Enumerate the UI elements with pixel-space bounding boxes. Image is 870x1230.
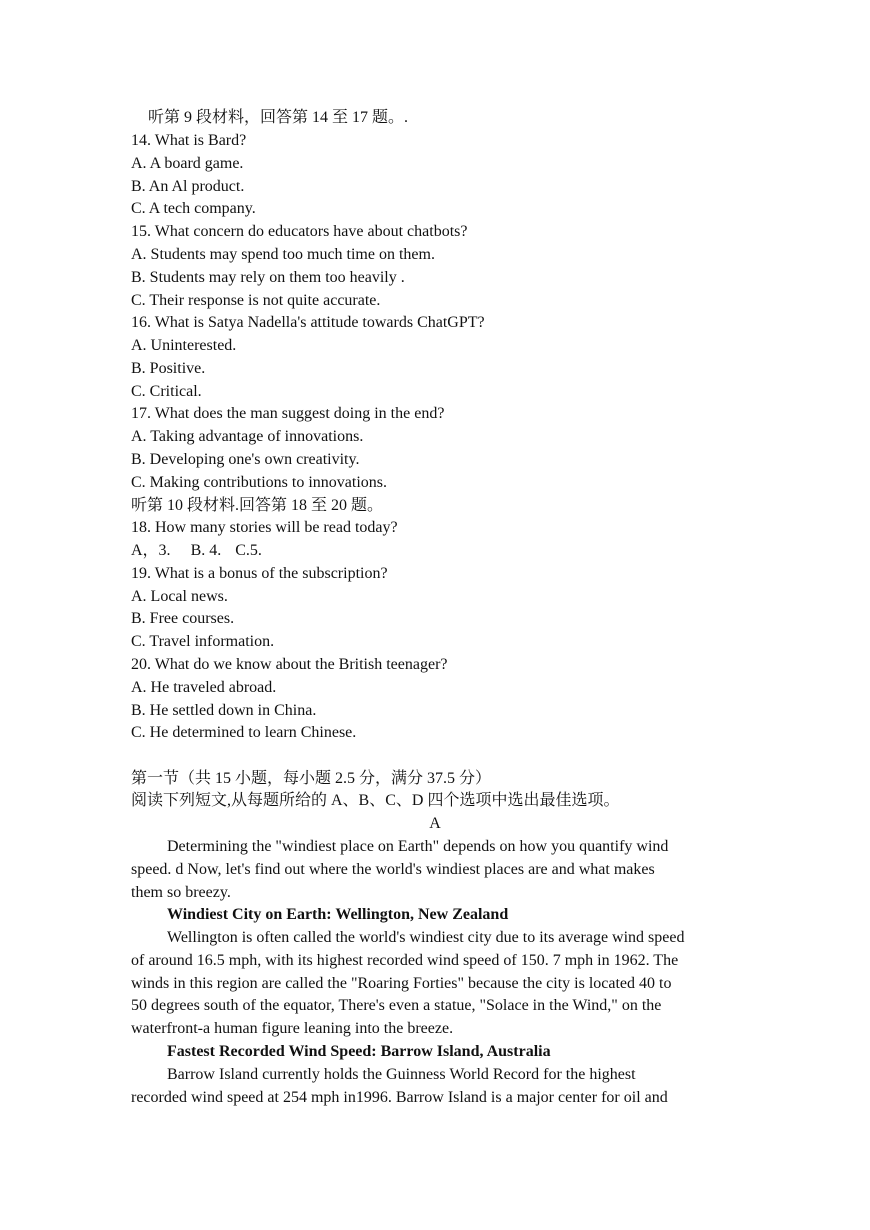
q17-option-a: A. Taking advantage of innovations. (131, 428, 364, 445)
q16-option-a: A. Uninterested. (131, 337, 237, 354)
q16-option-b: B. Positive. (131, 360, 206, 377)
para2-line: recorded wind speed at 254 mph in1996. Barrow Island is a major center for oil and (131, 1089, 668, 1106)
q18-stem: 18. How many stories will be read today? (131, 519, 398, 536)
q14-option-c: C. A tech company. (131, 200, 256, 217)
q18-option-b: B. 4. (190, 542, 222, 559)
q18-option-a: A，3. (131, 542, 171, 559)
q20-option-c: C. He determined to learn Chinese. (131, 724, 357, 741)
para1-line: 50 degrees south of the equator, There's even a statue, "Solace in the Wind," on the (131, 997, 662, 1014)
para1-line: winds in this region are called the "Roaring Forties" because the city is located 40 to (131, 975, 672, 992)
q17-stem: 17. What does the man suggest doing in the end? (131, 405, 445, 422)
q18-option-c: C.5. (235, 542, 262, 559)
q20-stem: 20. What do we know about the British teenager? (131, 656, 448, 673)
para1-line: of around 16.5 mph, with its highest recorded wind speed of 150. 7 mph in 1962. The (131, 952, 679, 969)
q19-option-c: C. Travel information. (131, 633, 275, 650)
para1-line: Wellington is often called the world's windiest city due to its average wind speed (167, 929, 685, 946)
q15-option-c: C. Their response is not quite accurate. (131, 292, 381, 309)
para2-line: Barrow Island currently holds the Guinness World Record for the highest (167, 1066, 636, 1083)
q14-stem: 14. What is Bard? (131, 132, 247, 149)
q14-option-a: A. A board game. (131, 155, 244, 172)
passage-label: A (429, 815, 441, 832)
q19-option-a: A. Local news. (131, 588, 228, 605)
q16-option-c: C. Critical. (131, 383, 202, 400)
q20-option-b: B. He settled down in China. (131, 702, 317, 719)
intro-line: Determining the "windiest place on Earth" depends on how you quantify wind (167, 838, 669, 855)
q17-option-c: C. Making contributions to innovations. (131, 474, 387, 491)
section-heading-wellington: Windiest City on Earth: Wellington, New Zealand (167, 906, 509, 923)
reading-instructions: 阅读下列短文,从每题所给的 A、B、C、D 四个选项中选出最佳选项。 (131, 792, 620, 809)
para1-line: waterfront-a human figure leaning into the breeze. (131, 1020, 454, 1037)
q16-stem: 16. What is Satya Nadella's attitude towards ChatGPT? (131, 314, 485, 331)
section-heading-barrow: Fastest Recorded Wind Speed: Barrow Island, Australia (167, 1043, 551, 1060)
q19-option-b: B. Free courses. (131, 610, 235, 627)
intro-line: speed. d Now, let's find out where the world's windiest places are and what makes (131, 861, 655, 878)
intro-line: them so breezy. (131, 884, 231, 901)
q17-option-b: B. Developing one's own creativity. (131, 451, 360, 468)
q14-option-b: B. An Al product. (131, 178, 245, 195)
q19-stem: 19. What is a bonus of the subscription? (131, 565, 388, 582)
q15-option-a: A. Students may spend too much time on them. (131, 246, 435, 263)
section10-heading: 听第 10 段材料.回答第 18 至 20 题。 (131, 497, 384, 514)
reading-section-title: 第一节（共 15 小题，每小题 2.5 分，满分 37.5 分） (131, 770, 492, 787)
section9-heading: 听第 9 段材料，回答第 14 至 17 题。. (148, 109, 409, 126)
q15-option-b: B. Students may rely on them too heavily . (131, 269, 405, 286)
q15-stem: 15. What concern do educators have about chatbots? (131, 223, 468, 240)
q18-options (131, 539, 262, 562)
q20-option-a: A. He traveled abroad. (131, 679, 277, 696)
